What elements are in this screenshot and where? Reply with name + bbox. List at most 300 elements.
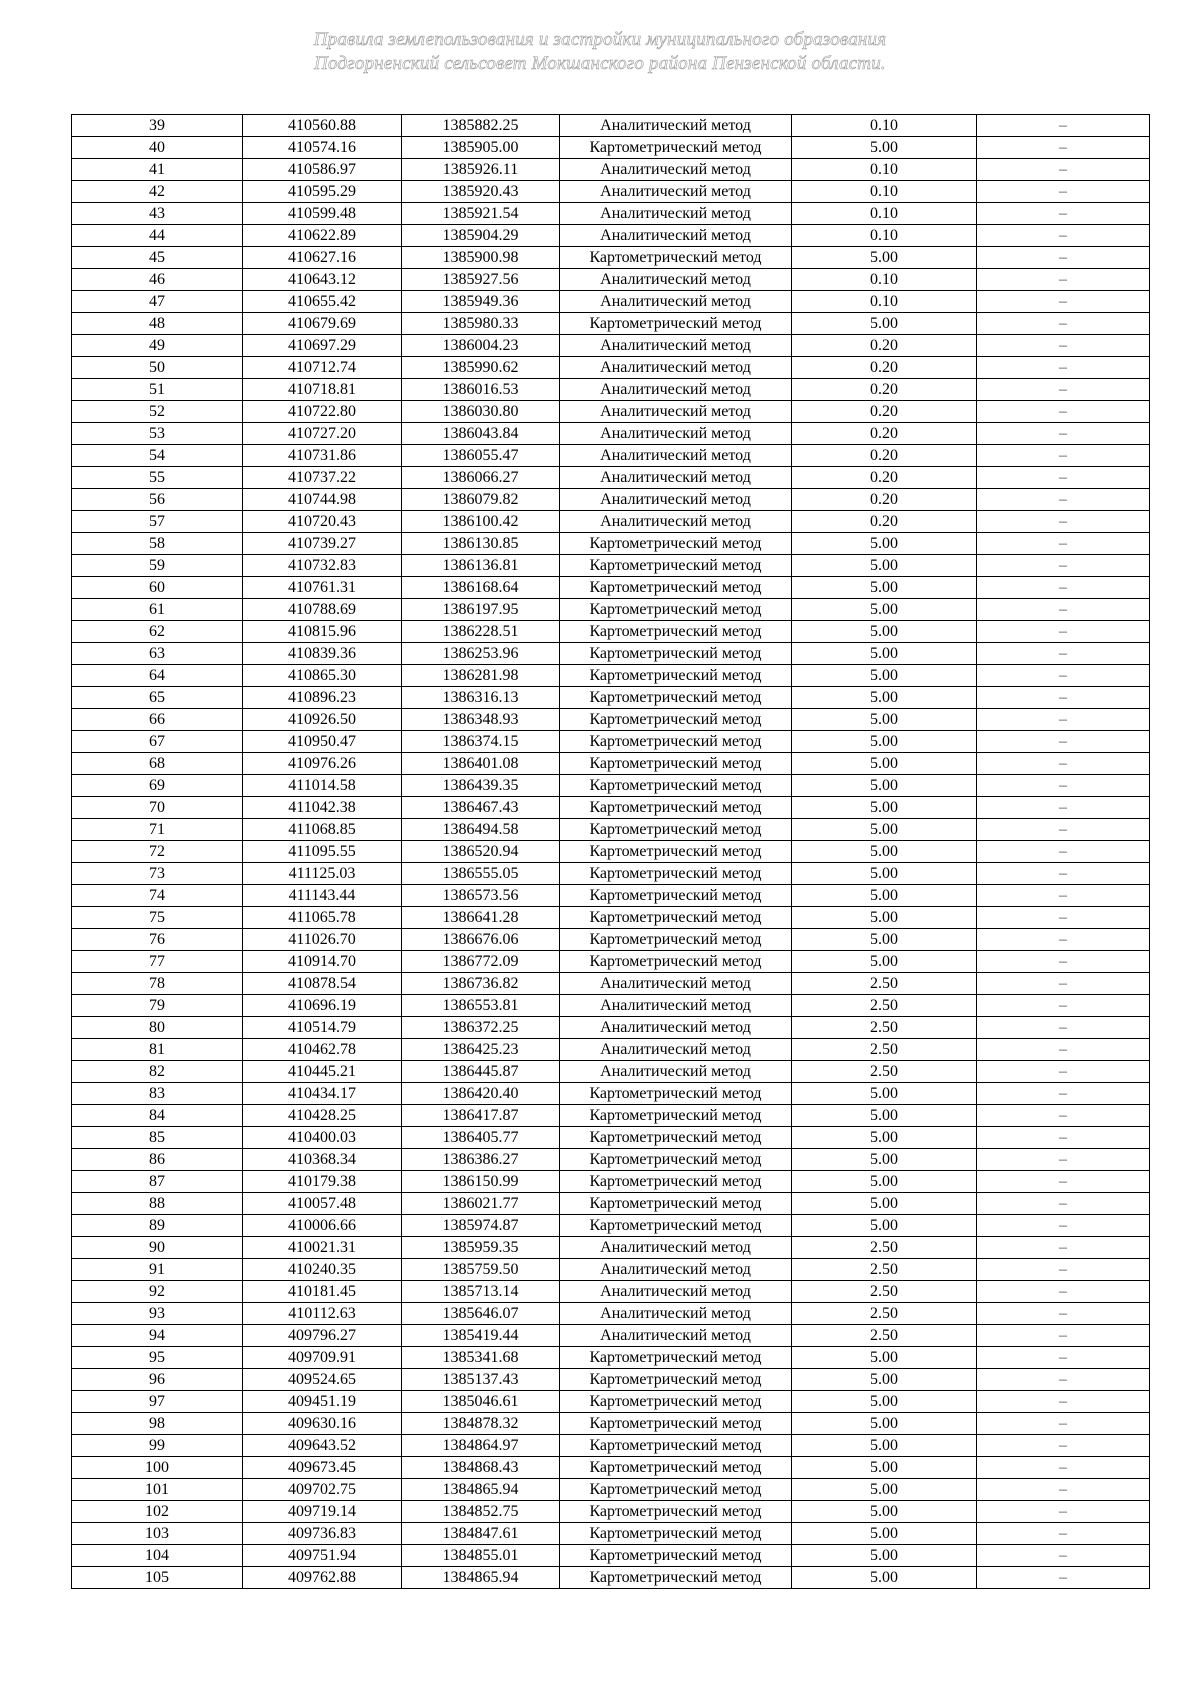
x-coordinate-cell: 410839.36 xyxy=(243,643,402,665)
y-coordinate-cell: 1385959.35 xyxy=(402,1237,560,1259)
table-row xyxy=(72,1457,1150,1479)
y-coordinate-cell: 1386425.23 xyxy=(402,1039,560,1061)
y-coordinate-cell: 1386348.93 xyxy=(402,709,560,731)
y-coordinate-cell: 1385921.54 xyxy=(402,203,560,225)
table-row xyxy=(72,1215,1150,1237)
x-coordinate-cell: 410627.16 xyxy=(243,247,402,269)
table-row xyxy=(72,1501,1150,1523)
accuracy-cell: 5.00 xyxy=(792,1083,977,1105)
accuracy-cell: 0.20 xyxy=(792,467,977,489)
x-coordinate-cell: 410181.45 xyxy=(243,1281,402,1303)
y-coordinate-cell: 1385905.00 xyxy=(402,137,560,159)
y-coordinate-cell: 1386439.35 xyxy=(402,775,560,797)
x-coordinate-cell: 410622.89 xyxy=(243,225,402,247)
table-row xyxy=(72,313,1150,335)
accuracy-cell: 0.10 xyxy=(792,269,977,291)
table-row xyxy=(72,291,1150,313)
x-coordinate-cell: 410574.16 xyxy=(243,137,402,159)
table-row xyxy=(72,1523,1150,1545)
accuracy-cell: 2.50 xyxy=(792,995,977,1017)
x-coordinate-cell: 410462.78 xyxy=(243,1039,402,1061)
accuracy-cell: 5.00 xyxy=(792,643,977,665)
point-number-cell: 91 xyxy=(72,1259,243,1281)
x-coordinate-cell: 411095.55 xyxy=(243,841,402,863)
accuracy-cell: 5.00 xyxy=(792,555,977,577)
table-row xyxy=(72,1259,1150,1281)
point-number-cell: 63 xyxy=(72,643,243,665)
method-cell: Картометрический метод xyxy=(560,907,792,929)
x-coordinate-cell: 410744.98 xyxy=(243,489,402,511)
point-number-cell: 79 xyxy=(72,995,243,1017)
method-cell: Аналитический метод xyxy=(560,357,792,379)
description-cell: – xyxy=(977,643,1150,665)
point-number-cell: 89 xyxy=(72,1215,243,1237)
accuracy-cell: 5.00 xyxy=(792,533,977,555)
table-row xyxy=(72,401,1150,423)
method-cell: Аналитический метод xyxy=(560,467,792,489)
method-cell: Картометрический метод xyxy=(560,555,792,577)
method-cell: Картометрический метод xyxy=(560,1523,792,1545)
x-coordinate-cell: 410112.63 xyxy=(243,1303,402,1325)
table-row xyxy=(72,137,1150,159)
accuracy-cell: 5.00 xyxy=(792,1391,977,1413)
description-cell: – xyxy=(977,1171,1150,1193)
accuracy-cell: 0.20 xyxy=(792,423,977,445)
method-cell: Аналитический метод xyxy=(560,445,792,467)
method-cell: Картометрический метод xyxy=(560,247,792,269)
point-number-cell: 71 xyxy=(72,819,243,841)
method-cell: Аналитический метод xyxy=(560,181,792,203)
y-coordinate-cell: 1386228.51 xyxy=(402,621,560,643)
accuracy-cell: 5.00 xyxy=(792,665,977,687)
accuracy-cell: 5.00 xyxy=(792,1347,977,1369)
accuracy-cell: 5.00 xyxy=(792,775,977,797)
accuracy-cell: 5.00 xyxy=(792,1215,977,1237)
table-row xyxy=(72,533,1150,555)
y-coordinate-cell: 1384852.75 xyxy=(402,1501,560,1523)
point-number-cell: 90 xyxy=(72,1237,243,1259)
method-cell: Аналитический метод xyxy=(560,511,792,533)
table-row xyxy=(72,159,1150,181)
description-cell: – xyxy=(977,1369,1150,1391)
description-cell: – xyxy=(977,731,1150,753)
table-row xyxy=(72,1479,1150,1501)
y-coordinate-cell: 1384847.61 xyxy=(402,1523,560,1545)
method-cell: Аналитический метод xyxy=(560,1325,792,1347)
method-cell: Аналитический метод xyxy=(560,159,792,181)
point-number-cell: 75 xyxy=(72,907,243,929)
y-coordinate-cell: 1386374.15 xyxy=(402,731,560,753)
x-coordinate-cell: 410445.21 xyxy=(243,1061,402,1083)
x-coordinate-cell: 410434.17 xyxy=(243,1083,402,1105)
point-number-cell: 69 xyxy=(72,775,243,797)
y-coordinate-cell: 1386253.96 xyxy=(402,643,560,665)
y-coordinate-cell: 1385341.68 xyxy=(402,1347,560,1369)
description-cell: – xyxy=(977,753,1150,775)
description-cell: – xyxy=(977,929,1150,951)
method-cell: Картометрический метод xyxy=(560,1391,792,1413)
accuracy-cell: 0.10 xyxy=(792,225,977,247)
x-coordinate-cell: 410696.19 xyxy=(243,995,402,1017)
method-cell: Аналитический метод xyxy=(560,995,792,1017)
description-cell: – xyxy=(977,1479,1150,1501)
accuracy-cell: 5.00 xyxy=(792,1193,977,1215)
point-number-cell: 96 xyxy=(72,1369,243,1391)
y-coordinate-cell: 1385980.33 xyxy=(402,313,560,335)
point-number-cell: 51 xyxy=(72,379,243,401)
table-row xyxy=(72,1369,1150,1391)
description-cell: – xyxy=(977,313,1150,335)
description-cell: – xyxy=(977,1567,1150,1589)
y-coordinate-cell: 1384865.94 xyxy=(402,1567,560,1589)
accuracy-cell: 0.10 xyxy=(792,115,977,137)
x-coordinate-cell: 410514.79 xyxy=(243,1017,402,1039)
description-cell: – xyxy=(977,1281,1150,1303)
point-number-cell: 87 xyxy=(72,1171,243,1193)
method-cell: Картометрический метод xyxy=(560,599,792,621)
description-cell: – xyxy=(977,1193,1150,1215)
point-number-cell: 61 xyxy=(72,599,243,621)
method-cell: Аналитический метод xyxy=(560,489,792,511)
description-cell: – xyxy=(977,511,1150,533)
x-coordinate-cell: 410865.30 xyxy=(243,665,402,687)
x-coordinate-cell: 410655.42 xyxy=(243,291,402,313)
method-cell: Картометрический метод xyxy=(560,577,792,599)
point-number-cell: 48 xyxy=(72,313,243,335)
coordinates-table-body xyxy=(72,115,1150,1589)
x-coordinate-cell: 410878.54 xyxy=(243,973,402,995)
method-cell: Картометрический метод xyxy=(560,1545,792,1567)
x-coordinate-cell: 409630.16 xyxy=(243,1413,402,1435)
table-row xyxy=(72,951,1150,973)
y-coordinate-cell: 1385759.50 xyxy=(402,1259,560,1281)
x-coordinate-cell: 409451.19 xyxy=(243,1391,402,1413)
x-coordinate-cell: 410976.26 xyxy=(243,753,402,775)
y-coordinate-cell: 1386079.82 xyxy=(402,489,560,511)
method-cell: Картометрический метод xyxy=(560,137,792,159)
x-coordinate-cell: 409762.88 xyxy=(243,1567,402,1589)
method-cell: Картометрический метод xyxy=(560,1193,792,1215)
x-coordinate-cell: 410179.38 xyxy=(243,1171,402,1193)
y-coordinate-cell: 1386467.43 xyxy=(402,797,560,819)
accuracy-cell: 5.00 xyxy=(792,1567,977,1589)
point-number-cell: 42 xyxy=(72,181,243,203)
accuracy-cell: 5.00 xyxy=(792,621,977,643)
table-row xyxy=(72,1281,1150,1303)
method-cell: Аналитический метод xyxy=(560,1281,792,1303)
accuracy-cell: 2.50 xyxy=(792,1259,977,1281)
y-coordinate-cell: 1386386.27 xyxy=(402,1149,560,1171)
x-coordinate-cell: 410788.69 xyxy=(243,599,402,621)
header-line-1: Правила землепользования и застройки муниципального образования xyxy=(313,29,887,50)
y-coordinate-cell: 1384878.32 xyxy=(402,1413,560,1435)
table-row xyxy=(72,907,1150,929)
x-coordinate-cell: 410006.66 xyxy=(243,1215,402,1237)
table-row xyxy=(72,665,1150,687)
accuracy-cell: 5.00 xyxy=(792,1457,977,1479)
x-coordinate-cell: 409751.94 xyxy=(243,1545,402,1567)
description-cell: – xyxy=(977,819,1150,841)
method-cell: Картометрический метод xyxy=(560,1215,792,1237)
table-row xyxy=(72,1127,1150,1149)
table-row xyxy=(72,1193,1150,1215)
method-cell: Аналитический метод xyxy=(560,1303,792,1325)
accuracy-cell: 5.00 xyxy=(792,313,977,335)
point-number-cell: 76 xyxy=(72,929,243,951)
accuracy-cell: 5.00 xyxy=(792,1545,977,1567)
point-number-cell: 53 xyxy=(72,423,243,445)
method-cell: Аналитический метод xyxy=(560,335,792,357)
y-coordinate-cell: 1386401.08 xyxy=(402,753,560,775)
description-cell: – xyxy=(977,423,1150,445)
accuracy-cell: 5.00 xyxy=(792,577,977,599)
y-coordinate-cell: 1386021.77 xyxy=(402,1193,560,1215)
description-cell: – xyxy=(977,467,1150,489)
table-row xyxy=(72,687,1150,709)
y-coordinate-cell: 1386100.42 xyxy=(402,511,560,533)
table-row xyxy=(72,1061,1150,1083)
method-cell: Картометрический метод xyxy=(560,841,792,863)
x-coordinate-cell: 409524.65 xyxy=(243,1369,402,1391)
y-coordinate-cell: 1385927.56 xyxy=(402,269,560,291)
method-cell: Картометрический метод xyxy=(560,1347,792,1369)
point-number-cell: 102 xyxy=(72,1501,243,1523)
method-cell: Картометрический метод xyxy=(560,709,792,731)
description-cell: – xyxy=(977,1325,1150,1347)
description-cell: – xyxy=(977,445,1150,467)
x-coordinate-cell: 410400.03 xyxy=(243,1127,402,1149)
point-number-cell: 101 xyxy=(72,1479,243,1501)
y-coordinate-cell: 1385882.25 xyxy=(402,115,560,137)
y-coordinate-cell: 1385990.62 xyxy=(402,357,560,379)
header-line-2: Подгорненский сельсовет Мокшанского района Пензенской области. xyxy=(314,53,886,74)
table-row xyxy=(72,885,1150,907)
y-coordinate-cell: 1384855.01 xyxy=(402,1545,560,1567)
accuracy-cell: 0.10 xyxy=(792,291,977,313)
method-cell: Аналитический метод xyxy=(560,269,792,291)
y-coordinate-cell: 1386281.98 xyxy=(402,665,560,687)
description-cell: – xyxy=(977,1435,1150,1457)
table-row xyxy=(72,577,1150,599)
method-cell: Аналитический метод xyxy=(560,1017,792,1039)
accuracy-cell: 5.00 xyxy=(792,863,977,885)
accuracy-cell: 2.50 xyxy=(792,973,977,995)
point-number-cell: 44 xyxy=(72,225,243,247)
method-cell: Картометрический метод xyxy=(560,1127,792,1149)
table-row xyxy=(72,379,1150,401)
description-cell: – xyxy=(977,577,1150,599)
table-row xyxy=(72,819,1150,841)
x-coordinate-cell: 410021.31 xyxy=(243,1237,402,1259)
method-cell: Картометрический метод xyxy=(560,819,792,841)
table-row xyxy=(72,1325,1150,1347)
accuracy-cell: 0.20 xyxy=(792,489,977,511)
description-cell: – xyxy=(977,269,1150,291)
table-row xyxy=(72,1171,1150,1193)
x-coordinate-cell: 409673.45 xyxy=(243,1457,402,1479)
point-number-cell: 62 xyxy=(72,621,243,643)
y-coordinate-cell: 1385920.43 xyxy=(402,181,560,203)
method-cell: Аналитический метод xyxy=(560,1061,792,1083)
point-number-cell: 99 xyxy=(72,1435,243,1457)
accuracy-cell: 5.00 xyxy=(792,599,977,621)
y-coordinate-cell: 1385904.29 xyxy=(402,225,560,247)
method-cell: Картометрический метод xyxy=(560,1435,792,1457)
y-coordinate-cell: 1386420.40 xyxy=(402,1083,560,1105)
accuracy-cell: 0.20 xyxy=(792,335,977,357)
point-number-cell: 65 xyxy=(72,687,243,709)
point-number-cell: 80 xyxy=(72,1017,243,1039)
x-coordinate-cell: 410815.96 xyxy=(243,621,402,643)
accuracy-cell: 5.00 xyxy=(792,753,977,775)
table-row xyxy=(72,467,1150,489)
x-coordinate-cell: 410697.29 xyxy=(243,335,402,357)
point-number-cell: 104 xyxy=(72,1545,243,1567)
accuracy-cell: 0.20 xyxy=(792,401,977,423)
x-coordinate-cell: 410712.74 xyxy=(243,357,402,379)
x-coordinate-cell: 410739.27 xyxy=(243,533,402,555)
x-coordinate-cell: 411042.38 xyxy=(243,797,402,819)
description-cell: – xyxy=(977,291,1150,313)
method-cell: Картометрический метод xyxy=(560,1083,792,1105)
point-number-cell: 78 xyxy=(72,973,243,995)
description-cell: – xyxy=(977,951,1150,973)
method-cell: Картометрический метод xyxy=(560,951,792,973)
x-coordinate-cell: 410727.20 xyxy=(243,423,402,445)
method-cell: Аналитический метод xyxy=(560,203,792,225)
x-coordinate-cell: 410950.47 xyxy=(243,731,402,753)
point-number-cell: 64 xyxy=(72,665,243,687)
accuracy-cell: 5.00 xyxy=(792,1369,977,1391)
x-coordinate-cell: 410428.25 xyxy=(243,1105,402,1127)
y-coordinate-cell: 1386573.56 xyxy=(402,885,560,907)
point-number-cell: 95 xyxy=(72,1347,243,1369)
accuracy-cell: 0.20 xyxy=(792,445,977,467)
x-coordinate-cell: 409702.75 xyxy=(243,1479,402,1501)
accuracy-cell: 5.00 xyxy=(792,885,977,907)
method-cell: Картометрический метод xyxy=(560,1479,792,1501)
y-coordinate-cell: 1386372.25 xyxy=(402,1017,560,1039)
table-row xyxy=(72,1347,1150,1369)
point-number-cell: 88 xyxy=(72,1193,243,1215)
y-coordinate-cell: 1385137.43 xyxy=(402,1369,560,1391)
y-coordinate-cell: 1386150.99 xyxy=(402,1171,560,1193)
table-row xyxy=(72,643,1150,665)
table-row xyxy=(72,445,1150,467)
accuracy-cell: 0.10 xyxy=(792,159,977,181)
description-cell: – xyxy=(977,1215,1150,1237)
point-number-cell: 82 xyxy=(72,1061,243,1083)
y-coordinate-cell: 1386676.06 xyxy=(402,929,560,951)
accuracy-cell: 5.00 xyxy=(792,1149,977,1171)
y-coordinate-cell: 1386494.58 xyxy=(402,819,560,841)
accuracy-cell: 5.00 xyxy=(792,137,977,159)
table-row xyxy=(72,1083,1150,1105)
point-number-cell: 83 xyxy=(72,1083,243,1105)
description-cell: – xyxy=(977,335,1150,357)
point-number-cell: 41 xyxy=(72,159,243,181)
method-cell: Картометрический метод xyxy=(560,1501,792,1523)
x-coordinate-cell: 410718.81 xyxy=(243,379,402,401)
y-coordinate-cell: 1386555.05 xyxy=(402,863,560,885)
accuracy-cell: 5.00 xyxy=(792,907,977,929)
y-coordinate-cell: 1386130.85 xyxy=(402,533,560,555)
x-coordinate-cell: 410737.22 xyxy=(243,467,402,489)
point-number-cell: 70 xyxy=(72,797,243,819)
table-row xyxy=(72,1017,1150,1039)
description-cell: – xyxy=(977,995,1150,1017)
table-row xyxy=(72,423,1150,445)
method-cell: Аналитический метод xyxy=(560,115,792,137)
description-cell: – xyxy=(977,885,1150,907)
point-number-cell: 58 xyxy=(72,533,243,555)
table-row xyxy=(72,511,1150,533)
description-cell: – xyxy=(977,533,1150,555)
x-coordinate-cell: 409736.83 xyxy=(243,1523,402,1545)
description-cell: – xyxy=(977,1347,1150,1369)
point-number-cell: 92 xyxy=(72,1281,243,1303)
x-coordinate-cell: 410720.43 xyxy=(243,511,402,533)
description-cell: – xyxy=(977,1391,1150,1413)
accuracy-cell: 5.00 xyxy=(792,687,977,709)
point-number-cell: 52 xyxy=(72,401,243,423)
method-cell: Картометрический метод xyxy=(560,313,792,335)
accuracy-cell: 5.00 xyxy=(792,797,977,819)
description-cell: – xyxy=(977,1413,1150,1435)
y-coordinate-cell: 1386004.23 xyxy=(402,335,560,357)
accuracy-cell: 5.00 xyxy=(792,1171,977,1193)
table-row xyxy=(72,775,1150,797)
accuracy-cell: 2.50 xyxy=(792,1039,977,1061)
description-cell: – xyxy=(977,709,1150,731)
y-coordinate-cell: 1385949.36 xyxy=(402,291,560,313)
point-number-cell: 49 xyxy=(72,335,243,357)
table-row xyxy=(72,115,1150,137)
description-cell: – xyxy=(977,115,1150,137)
table-row xyxy=(72,181,1150,203)
point-number-cell: 66 xyxy=(72,709,243,731)
table-row xyxy=(72,1545,1150,1567)
table-row xyxy=(72,1303,1150,1325)
method-cell: Аналитический метод xyxy=(560,225,792,247)
description-cell: – xyxy=(977,775,1150,797)
y-coordinate-cell: 1384864.97 xyxy=(402,1435,560,1457)
y-coordinate-cell: 1386641.28 xyxy=(402,907,560,929)
accuracy-cell: 5.00 xyxy=(792,709,977,731)
x-coordinate-cell: 410896.23 xyxy=(243,687,402,709)
method-cell: Картометрический метод xyxy=(560,533,792,555)
table-row xyxy=(72,555,1150,577)
table-row xyxy=(72,357,1150,379)
description-cell: – xyxy=(977,247,1150,269)
description-cell: – xyxy=(977,907,1150,929)
description-cell: – xyxy=(977,159,1150,181)
y-coordinate-cell: 1386520.94 xyxy=(402,841,560,863)
y-coordinate-cell: 1385713.14 xyxy=(402,1281,560,1303)
accuracy-cell: 5.00 xyxy=(792,1413,977,1435)
description-cell: – xyxy=(977,1039,1150,1061)
accuracy-cell: 5.00 xyxy=(792,1435,977,1457)
method-cell: Картометрический метод xyxy=(560,797,792,819)
y-coordinate-cell: 1386736.82 xyxy=(402,973,560,995)
method-cell: Картометрический метод xyxy=(560,1369,792,1391)
point-number-cell: 50 xyxy=(72,357,243,379)
point-number-cell: 100 xyxy=(72,1457,243,1479)
point-number-cell: 39 xyxy=(72,115,243,137)
description-cell: – xyxy=(977,1303,1150,1325)
y-coordinate-cell: 1386168.64 xyxy=(402,577,560,599)
method-cell: Картометрический метод xyxy=(560,643,792,665)
